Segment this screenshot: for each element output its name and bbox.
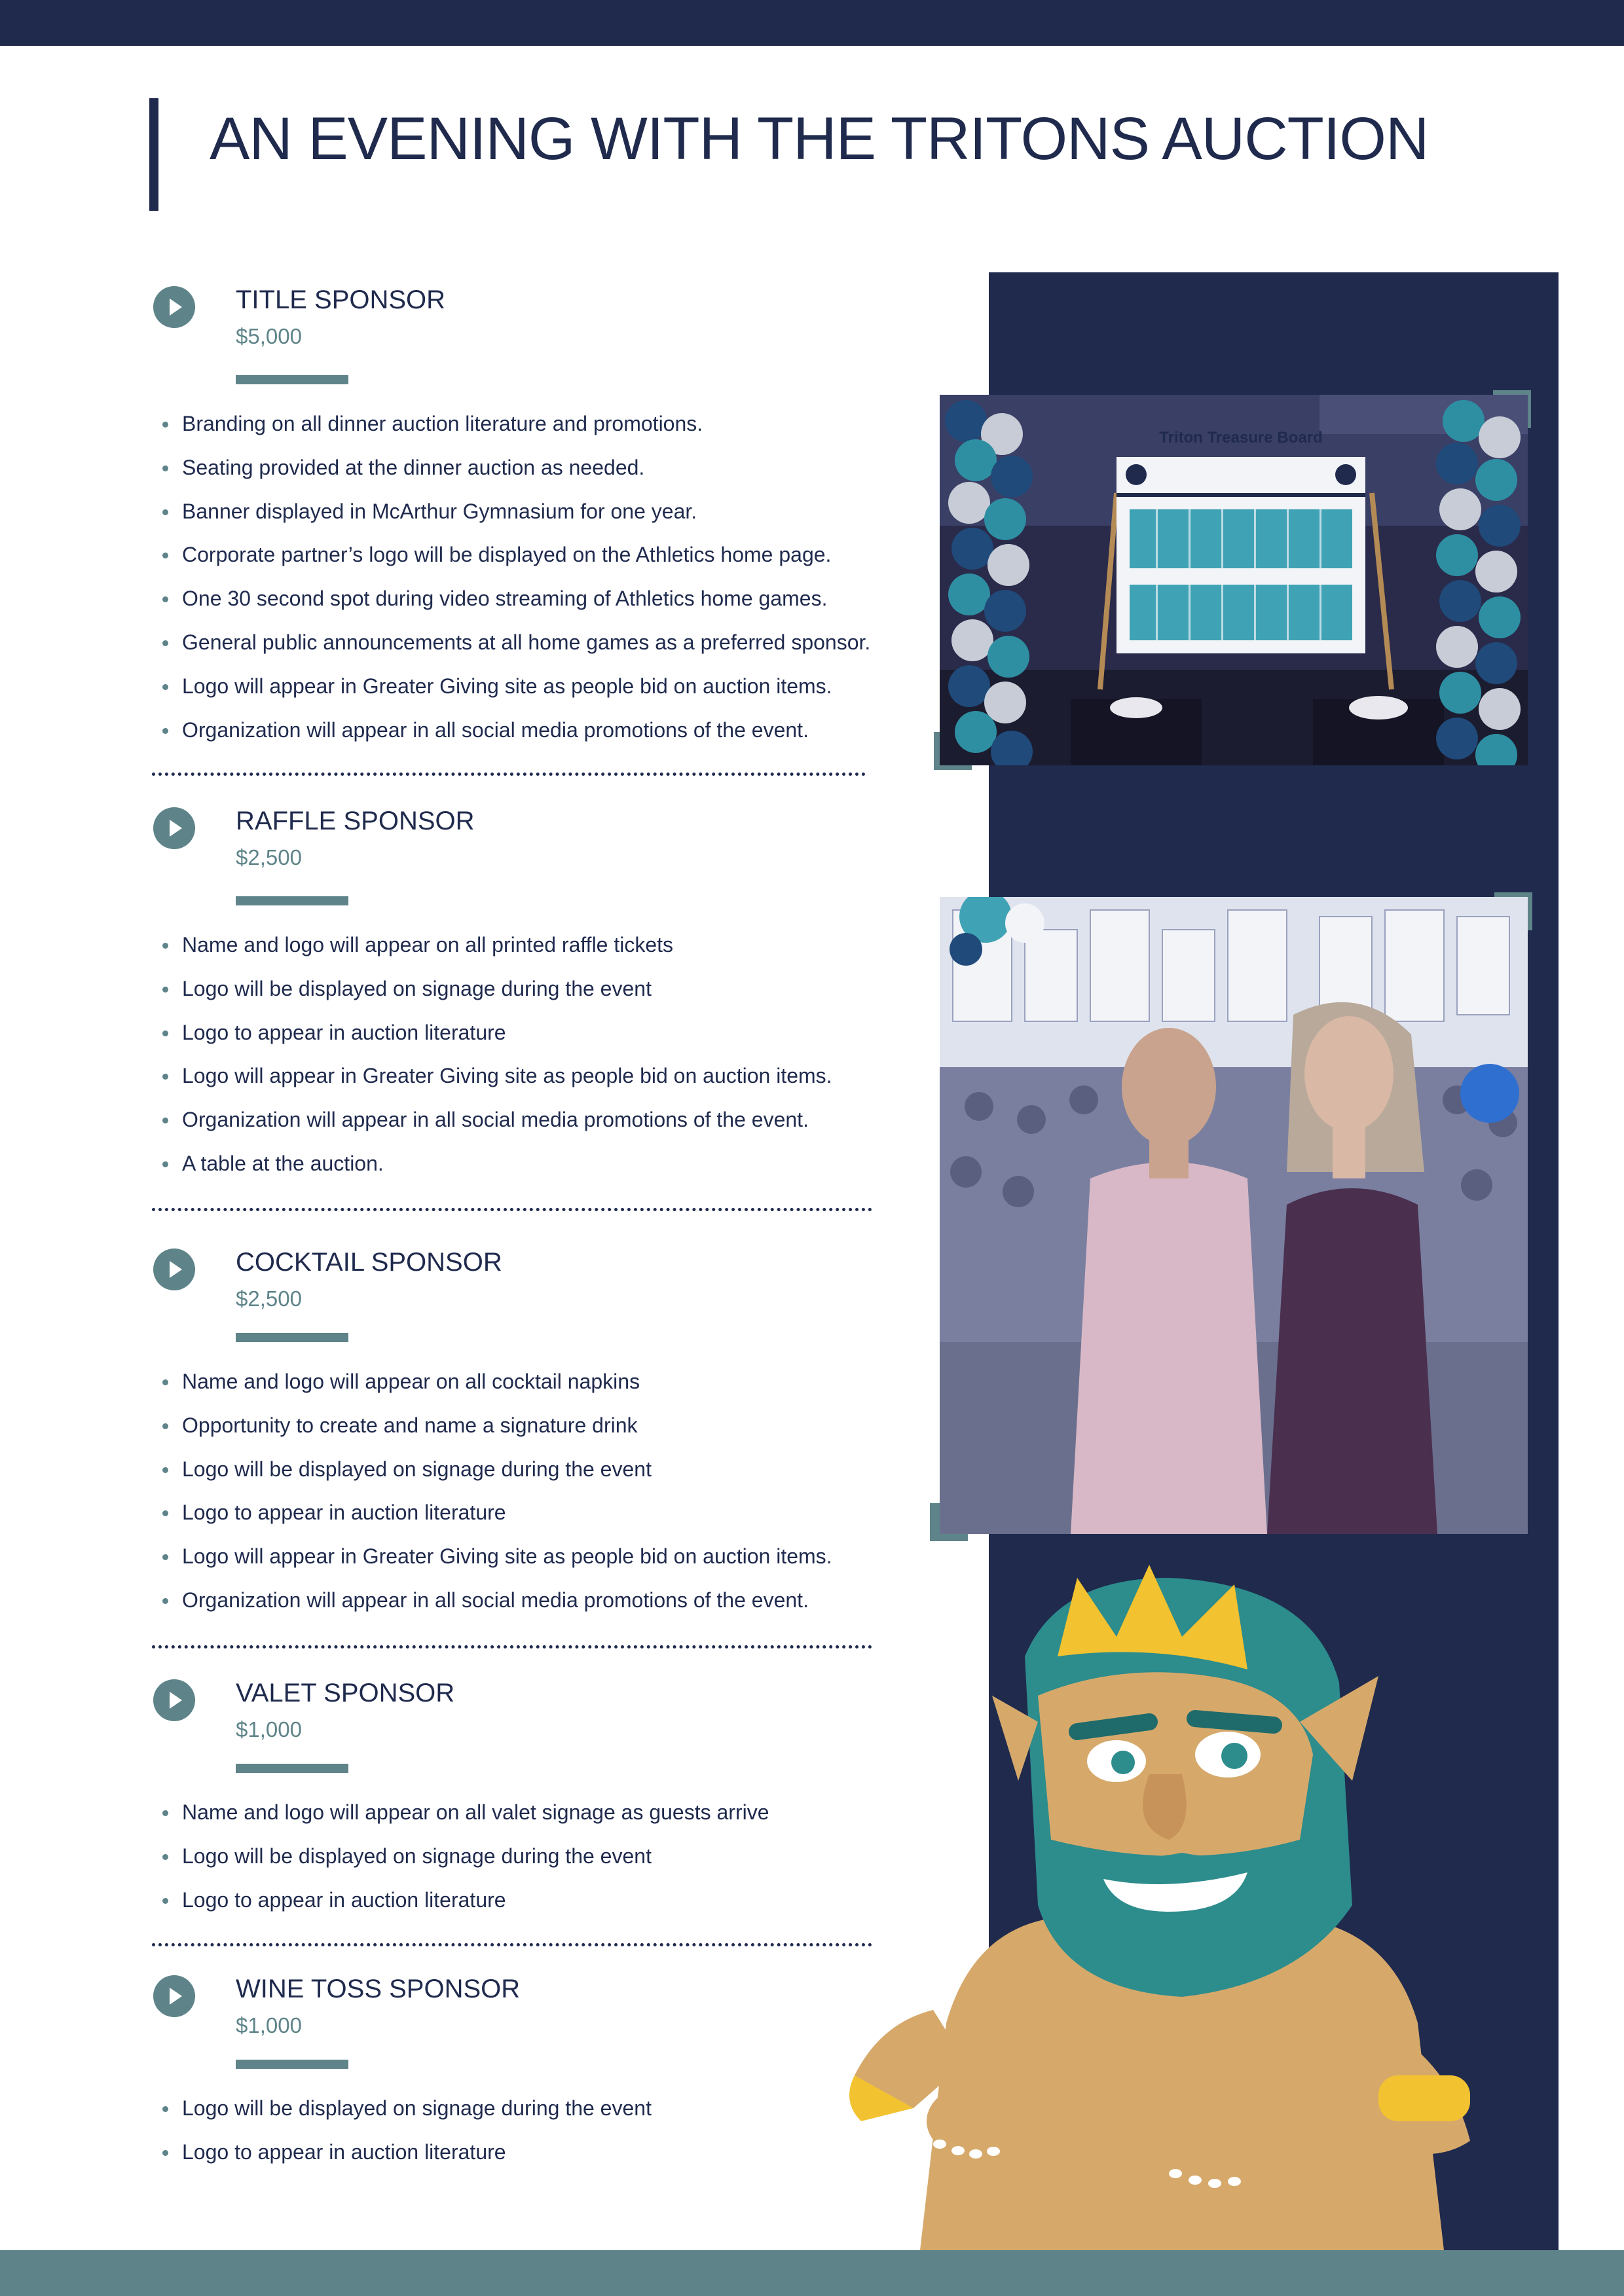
benefit-item: One 30 second spot during video streaming of Athletics home games. <box>152 577 870 621</box>
benefit-item: Logo will appear in Greater Giving site as people bid on auction items. <box>152 1535 832 1578</box>
sponsor-price: $1,000 <box>236 1717 302 1741</box>
sponsor-divider <box>236 896 348 905</box>
benefit-item: Opportunity to create and name a signature drink <box>152 1404 832 1448</box>
benefit-item: Logo to appear in auction literature <box>152 2130 652 2174</box>
benefit-item: Logo to appear in auction literature <box>152 1878 769 1922</box>
sponsor-price: $1,000 <box>236 2013 302 2037</box>
sponsor-price: $5,000 <box>236 324 302 348</box>
benefit-item: Seating provided at the dinner auction as needed. <box>152 446 870 490</box>
section-separator <box>152 1208 872 1211</box>
sponsor-price: $2,500 <box>236 1286 302 1311</box>
sponsor-divider <box>236 2060 348 2069</box>
section-separator <box>152 773 866 776</box>
benefit-item: General public announcements at all home games as a preferred sponsor. <box>152 621 870 665</box>
benefit-item: Logo will be displayed on signage during the event <box>152 1834 769 1878</box>
benefit-item: Branding on all dinner auction literature and promotions. <box>152 402 870 446</box>
treasure-board-photo <box>940 395 1528 765</box>
benefit-item: Logo to appear in auction literature <box>152 1491 832 1535</box>
bottom-footer-bar <box>0 2250 1624 2296</box>
benefit-item: Logo will be displayed on signage during the event <box>152 967 832 1011</box>
board-sign-text: Triton Treasure Board <box>1159 429 1323 446</box>
page-title: AN EVENING WITH THE TRITONS AUCTION <box>210 105 1429 172</box>
triton-mascot-illustration <box>841 1565 1503 2250</box>
arrow-right-circle-icon <box>153 1248 195 1290</box>
event-guests-photo <box>940 897 1528 1534</box>
sponsor-section-raffle <box>152 803 879 1189</box>
section-separator <box>152 1943 872 1946</box>
sponsor-title: COCKTAIL SPONSOR <box>236 1248 502 1277</box>
benefit-item: Logo will be displayed on signage during the event <box>152 2086 652 2130</box>
arrow-right-circle-icon <box>153 1679 195 1721</box>
benefit-item: Banner displayed in McArthur Gymnasium for one year. <box>152 490 870 534</box>
benefit-item: Organization will appear in all social media promotions of the event. <box>152 1098 832 1142</box>
benefit-item: Name and logo will appear on all cocktail napkins <box>152 1360 832 1404</box>
section-separator <box>152 1645 872 1649</box>
arrow-right-circle-icon <box>153 1975 195 2017</box>
arrow-right-circle-icon <box>153 286 195 328</box>
benefit-item: Logo will appear in Greater Giving site as people bid on auction items. <box>152 1054 832 1098</box>
benefit-list <box>152 923 832 1186</box>
benefit-item: Logo will appear in Greater Giving site as people bid on auction items. <box>152 665 870 708</box>
top-header-bar <box>0 0 1624 46</box>
sponsor-section-wine-toss <box>152 1971 879 2187</box>
sponsor-divider <box>236 1764 348 1773</box>
arrow-right-circle-icon <box>153 807 195 849</box>
title-accent-bar <box>149 98 158 211</box>
sponsor-title: RAFFLE SPONSOR <box>236 807 475 835</box>
benefit-item: Name and logo will appear on all valet signage as guests arrive <box>152 1791 769 1834</box>
benefit-item: Corporate partner’s logo will be displayed on the Athletics home page. <box>152 533 870 577</box>
sponsor-title: TITLE SPONSOR <box>236 285 446 314</box>
sponsor-title: VALET SPONSOR <box>236 1679 455 1707</box>
benefit-item: Organization will appear in all social media promotions of the event. <box>152 1578 832 1622</box>
sponsor-price: $2,500 <box>236 845 302 869</box>
sponsor-divider <box>236 375 348 384</box>
benefit-list <box>152 1791 769 1922</box>
sponsor-title: WINE TOSS SPONSOR <box>236 1975 521 2003</box>
sponsor-section-title <box>152 282 879 746</box>
sponsor-divider <box>236 1333 348 1342</box>
benefit-item: A table at the auction. <box>152 1142 832 1186</box>
sponsor-section-valet <box>152 1675 879 1937</box>
benefit-item: Name and logo will appear on all printed raffle tickets <box>152 923 832 967</box>
benefit-list <box>152 1360 832 1622</box>
benefit-list <box>152 402 870 752</box>
benefit-item: Logo will be displayed on signage during the event <box>152 1448 832 1491</box>
benefit-item: Organization will appear in all social media promotions of the event. <box>152 708 870 752</box>
sponsor-section-cocktail <box>152 1244 879 1630</box>
benefit-list <box>152 2086 652 2174</box>
benefit-item: Logo to appear in auction literature <box>152 1011 832 1055</box>
